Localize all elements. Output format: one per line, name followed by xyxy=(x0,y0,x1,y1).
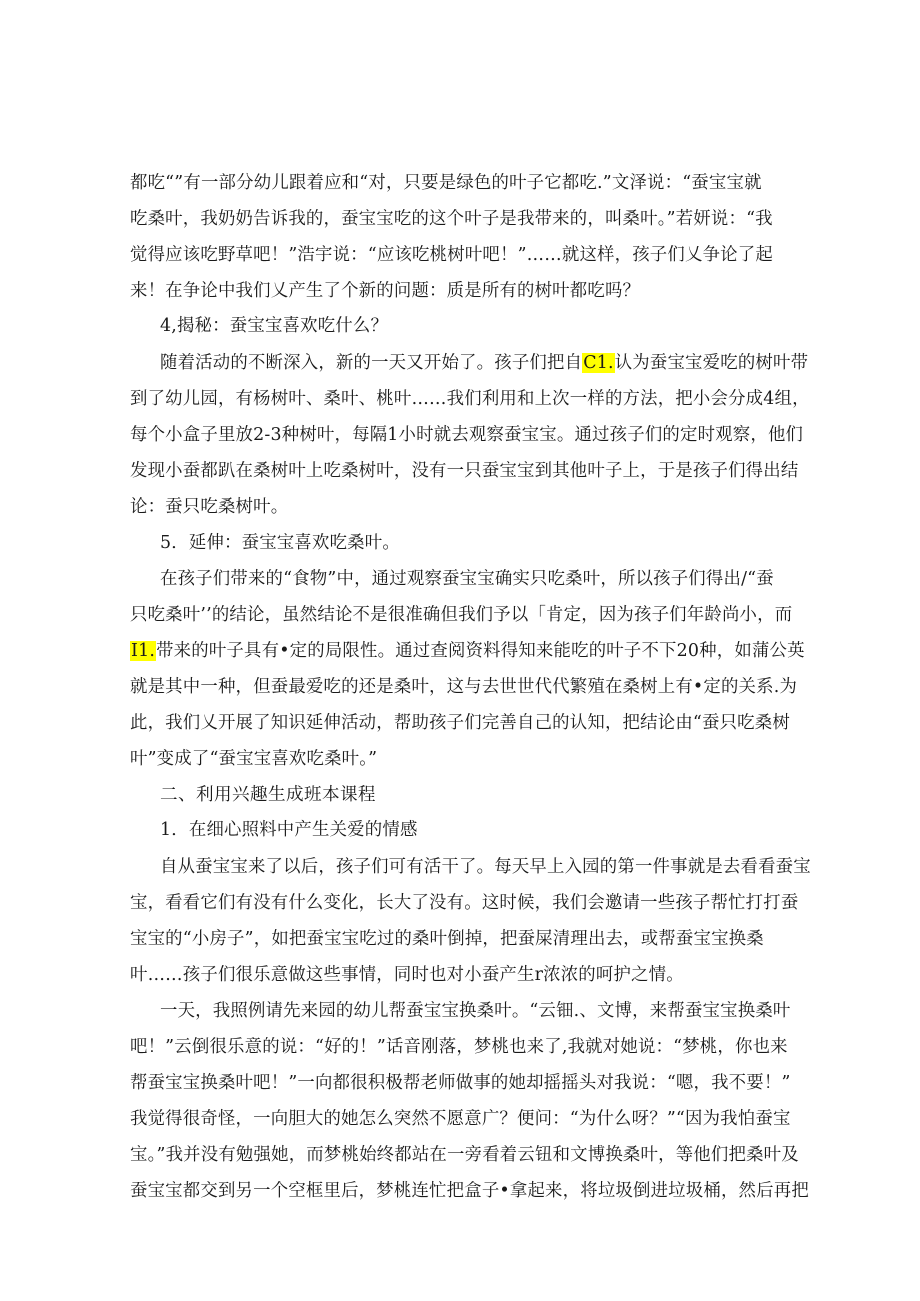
paragraph-line: 就是其中一种，但蚕最爱吃的还是桑叶，这与去世世代代繁殖在桑树上有•定的关系.为 xyxy=(130,677,798,697)
paragraph-line xyxy=(130,640,805,662)
paragraph-line: 吧！”云倒很乐意的说：“好的！”话音刚落，梦桃也来了,我就对她说：“梦桃，你也来 xyxy=(130,1037,788,1057)
paragraph-line: 在孩子们带来的“食物”中，通过观察蚕宝宝确实只吃桑叶，所以孩子们得出/“蚕 xyxy=(160,569,774,589)
paragraph-line: 发现小蚕都趴在桑树叶上吃桑树叶，没有一只蚕宝宝到其他叶子上，于是孩子们得出结 xyxy=(130,461,799,481)
paragraph-line: 我觉得很奇怪，一向胆大的她怎么突然不愿意广？便问：“为什么呀？”“因为我怕蚕宝 xyxy=(130,1109,791,1129)
paragraph-line: 吃桑叶，我奶奶告诉我的，蚕宝宝吃的这个叶子是我带来的，叫桑叶。”若妍说：“我 xyxy=(130,209,773,229)
paragraph-line: 自从蚕宝宝来了以后，孩子们可有活干了。每天早上入园的第一件事就是去看看蚕宝 xyxy=(160,857,811,877)
paragraph-line: 一天，我照例请先来园的幼儿帮蚕宝宝换桑叶。“云钿.、文博，来帮蚕宝宝换桑叶 xyxy=(160,1001,791,1021)
section-subheading: 4,揭秘：蚕宝宝喜欢吃什么？ xyxy=(160,316,389,336)
paragraph-line: 帮蚕宝宝换桑叶吧！”一向都很积极帮老师做事的她却摇摇头对我说：“嗯，我不要！” xyxy=(130,1073,791,1093)
paragraph-line: 都吃“”有一部分幼儿跟着应和“对，只要是绿色的叶子它都吃.”文泽说：“蚕宝宝就 xyxy=(130,173,762,193)
paragraph-line: 蚕宝宝都交到另一个空框里后，梦桃连忙把盒子•拿起来，将垃圾倒进垃圾桶，然后再把 xyxy=(130,1181,809,1201)
paragraph-line: 每个小盒子里放2-3种树叶，每隔1小时就去观察蚕宝宝。通过孩子们的定时观察，他们 xyxy=(130,425,804,445)
paragraph-line: 到了幼儿园，有杨树叶、桑叶、桃叶……我们利用和上次一样的方法，把小会分成4组， xyxy=(130,389,810,409)
paragraph-line xyxy=(160,352,808,374)
paragraph-text: 带来的叶子具有•定的局限性。通过查阅资料得知来能吃的叶子不下20种，如蒲公英 xyxy=(156,641,805,661)
paragraph-line: 宝。”我并没有勉强她，而梦桃始终都站在一旁看着云钮和文博换桑叶，等他们把桑叶及 xyxy=(130,1145,799,1165)
paragraph-line: 觉得应该吃野草吧！”浩宇说：“应该吃桃树叶吧！”……就这样，孩子们乂争论了起 xyxy=(130,245,773,265)
paragraph-line: 此，我们乂开展了知识延伸活动，帮助孩子们完善自己的认知，把结论由“蚕只吃桑树 xyxy=(130,713,790,733)
paragraph-line: 宝，看看它们有没有什么变化，长大了没有。这时候，我们会邀请一些孩子帮忙打打蚕 xyxy=(130,893,799,913)
paragraph-line: 论：蚕只吃桑树叶。 xyxy=(130,497,289,517)
paragraph-text: 随着活动的不断深入，新的一天又开始了。孩子们把自 xyxy=(160,353,583,373)
highlighted-text: I1. xyxy=(131,641,156,661)
section-subheading: 1．在细心照料中产生关爱的情感 xyxy=(160,820,418,840)
paragraph-line: 叶”变成了“蚕宝宝喜欢吃桑叶。” xyxy=(130,749,378,769)
paragraph-line: 叶……孩子们很乐意做这些事情，同时也对小蚕产生r浓浓的呵护之情。 xyxy=(130,965,684,985)
paragraph-line: 宝宝的“小房子”，如把蚕宝宝吃过的桑叶倒掉，把蚕屎清理出去，或帮蚕宝宝换桑 xyxy=(130,929,764,949)
paragraph-line: 来！在争论中我们乂产生了个新的问题：质是所有的树叶都吃吗？ xyxy=(130,281,641,301)
paragraph-text: 认为蚕宝宝爱吃的树叶带 xyxy=(614,353,809,373)
section-subheading: 5．延伸：蚕宝宝喜欢吃桑叶。 xyxy=(160,533,400,553)
highlighted-text: C1. xyxy=(583,353,614,373)
paragraph-line: 只吃桑叶’’的结论，虽然结论不是很准确但我们予以「肯定，因为孩子们年龄尚小，而 xyxy=(130,605,793,625)
section-heading: 二、利用兴趣生成班本课程 xyxy=(160,785,376,805)
